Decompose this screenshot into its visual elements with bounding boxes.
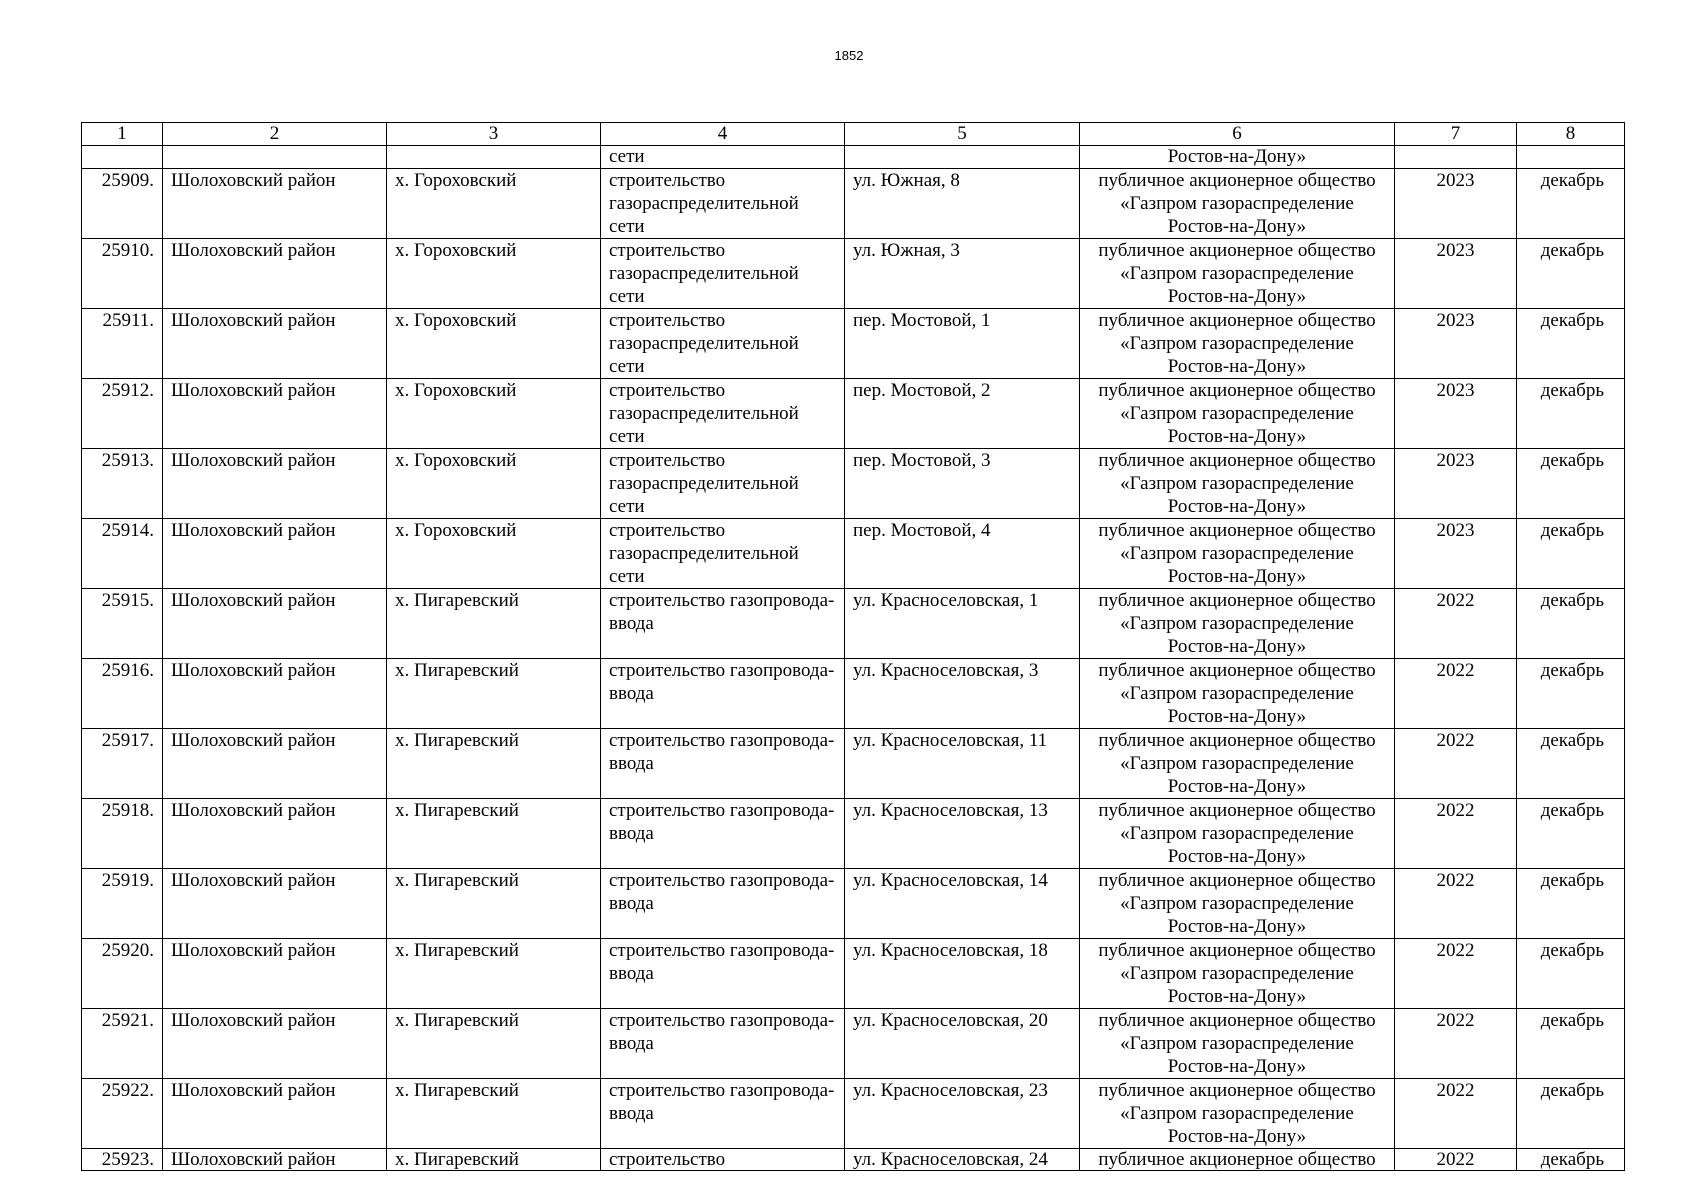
- cell-year: 2023: [1395, 379, 1517, 449]
- cell-org: публичное акционерное общество: [1080, 1149, 1395, 1171]
- register-table: [81, 122, 1625, 1171]
- cell-number: 25921.: [82, 1009, 163, 1079]
- cell-address: ул. Красноселовская, 18: [845, 939, 1080, 1009]
- cell-district: Шолоховский район: [163, 729, 387, 799]
- cell-number: 25915.: [82, 589, 163, 659]
- cell-month: декабрь: [1517, 589, 1625, 659]
- cell-work: строительство газораспределительной сети: [601, 519, 845, 589]
- cell-number: 25917.: [82, 729, 163, 799]
- table-row: [82, 449, 1625, 519]
- cell-district: Шолоховский район: [163, 869, 387, 939]
- cell-address: пер. Мостовой, 2: [845, 379, 1080, 449]
- table-row-last: [82, 1149, 1625, 1171]
- column-header: 7: [1395, 123, 1517, 146]
- cell-address: ул. Красноселовская, 11: [845, 729, 1080, 799]
- cell-number: 25914.: [82, 519, 163, 589]
- cell-number: 25920.: [82, 939, 163, 1009]
- cell-address: пер. Мостовой, 1: [845, 309, 1080, 379]
- table-row: [82, 379, 1625, 449]
- table-row: [82, 309, 1625, 379]
- column-header: 3: [387, 123, 601, 146]
- cell-district: Шолоховский район: [163, 1149, 387, 1171]
- cell-org: публичное акционерное общество «Газпром газораспределение Ростов-на-Дону»: [1080, 1009, 1395, 1079]
- cell-address: ул. Красноселовская, 13: [845, 799, 1080, 869]
- cell-month: декабрь: [1517, 1149, 1625, 1171]
- cell-number: 25912.: [82, 379, 163, 449]
- table-row: [82, 169, 1625, 239]
- cell-org: публичное акционерное общество «Газпром газораспределение Ростов-на-Дону»: [1080, 589, 1395, 659]
- cell-district: Шолоховский район: [163, 799, 387, 869]
- cell-year: 2023: [1395, 449, 1517, 519]
- cell-work: строительство: [601, 1149, 845, 1171]
- table-row: [82, 239, 1625, 309]
- cell-work: строительство газопровода-ввода: [601, 729, 845, 799]
- cell-month: декабрь: [1517, 379, 1625, 449]
- cell-work: строительство газопровода-ввода: [601, 1079, 845, 1149]
- cell-settlement: х. Гороховский: [387, 519, 601, 589]
- cell-org: публичное акционерное общество «Газпром газораспределение Ростов-на-Дону»: [1080, 239, 1395, 309]
- cell-number: 25911.: [82, 309, 163, 379]
- cell-org: публичное акционерное общество «Газпром газораспределение Ростов-на-Дону»: [1080, 379, 1395, 449]
- cell-month: декабрь: [1517, 519, 1625, 589]
- table-row: [82, 1079, 1625, 1149]
- cell-work: строительство газораспределительной сети: [601, 449, 845, 519]
- cell-settlement: х. Гороховский: [387, 239, 601, 309]
- cell-district: Шолоховский район: [163, 589, 387, 659]
- column-header: 6: [1080, 123, 1395, 146]
- cell-address: ул. Красноселовская, 23: [845, 1079, 1080, 1149]
- cell-work: строительство газопровода-ввода: [601, 659, 845, 729]
- table-row: [82, 729, 1625, 799]
- cell-org: публичное акционерное общество «Газпром газораспределение Ростов-на-Дону»: [1080, 799, 1395, 869]
- cell-year: 2022: [1395, 1079, 1517, 1149]
- cell-number: 25919.: [82, 869, 163, 939]
- cell-address: ул. Красноселовская, 14: [845, 869, 1080, 939]
- column-header: 4: [601, 123, 845, 146]
- cell-district: Шолоховский район: [163, 1079, 387, 1149]
- cell-work: строительство газораспределительной сети: [601, 309, 845, 379]
- cell-work: строительство газопровода-ввода: [601, 939, 845, 1009]
- cell-district: Шолоховский район: [163, 939, 387, 1009]
- cell-month: декабрь: [1517, 309, 1625, 379]
- cell-address: ул. Красноселовская, 20: [845, 1009, 1080, 1079]
- cell-month: декабрь: [1517, 659, 1625, 729]
- cell-settlement: х. Гороховский: [387, 379, 601, 449]
- cell-settlement: х. Пигаревский: [387, 799, 601, 869]
- cell-org: публичное акционерное общество «Газпром газораспределение Ростов-на-Дону»: [1080, 729, 1395, 799]
- cell-settlement: х. Пигаревский: [387, 1079, 601, 1149]
- cell-year: 2022: [1395, 659, 1517, 729]
- cell-year: 2022: [1395, 869, 1517, 939]
- table-row: [82, 939, 1625, 1009]
- table-row: [82, 869, 1625, 939]
- cell-year: 2022: [1395, 1009, 1517, 1079]
- column-header: 1: [82, 123, 163, 146]
- cell-work: строительство газораспределительной сети: [601, 239, 845, 309]
- cell-org: публичное акционерное общество «Газпром газораспределение Ростов-на-Дону»: [1080, 869, 1395, 939]
- cell-org: публичное акционерное общество «Газпром газораспределение Ростов-на-Дону»: [1080, 449, 1395, 519]
- cell-district: Шолоховский район: [163, 309, 387, 379]
- cell-org: публичное акционерное общество «Газпром газораспределение Ростов-на-Дону»: [1080, 1079, 1395, 1149]
- cell-number: 25918.: [82, 799, 163, 869]
- cell-district: Шолоховский район: [163, 169, 387, 239]
- cell-work: сети: [601, 146, 845, 169]
- cell-empty: [163, 146, 387, 169]
- cell-year: 2023: [1395, 239, 1517, 309]
- column-header: 8: [1517, 123, 1625, 146]
- cell-year: 2022: [1395, 939, 1517, 1009]
- cell-number: 25922.: [82, 1079, 163, 1149]
- cell-work: строительство газопровода-ввода: [601, 1009, 845, 1079]
- cell-settlement: х. Гороховский: [387, 449, 601, 519]
- table-row: [82, 799, 1625, 869]
- cell-address: ул. Южная, 3: [845, 239, 1080, 309]
- cell-month: декабрь: [1517, 799, 1625, 869]
- cell-settlement: х. Пигаревский: [387, 939, 601, 1009]
- cell-district: Шолоховский район: [163, 659, 387, 729]
- cell-month: декабрь: [1517, 169, 1625, 239]
- cell-work: строительство газопровода-ввода: [601, 589, 845, 659]
- cell-month: декабрь: [1517, 449, 1625, 519]
- table-row: [82, 1009, 1625, 1079]
- table-row: [82, 659, 1625, 729]
- cell-empty: [387, 146, 601, 169]
- cell-empty: [845, 146, 1080, 169]
- cell-year: 2023: [1395, 519, 1517, 589]
- table-row: [82, 589, 1625, 659]
- cell-work: строительство газопровода-ввода: [601, 799, 845, 869]
- cell-number: 25913.: [82, 449, 163, 519]
- cell-month: декабрь: [1517, 869, 1625, 939]
- cell-number: 25916.: [82, 659, 163, 729]
- column-header: 5: [845, 123, 1080, 146]
- cell-empty: [82, 146, 163, 169]
- cell-district: Шолоховский район: [163, 1009, 387, 1079]
- table-row: [82, 519, 1625, 589]
- cell-org: публичное акционерное общество «Газпром газораспределение Ростов-на-Дону»: [1080, 939, 1395, 1009]
- cell-org: публичное акционерное общество «Газпром газораспределение Ростов-на-Дону»: [1080, 519, 1395, 589]
- cell-year: 2023: [1395, 309, 1517, 379]
- cell-number: 25923.: [82, 1149, 163, 1171]
- cell-month: декабрь: [1517, 1009, 1625, 1079]
- cell-address: ул. Красноселовская, 3: [845, 659, 1080, 729]
- cell-district: Шолоховский район: [163, 379, 387, 449]
- cell-address: пер. Мостовой, 4: [845, 519, 1080, 589]
- cell-district: Шолоховский район: [163, 449, 387, 519]
- cell-address: пер. Мостовой, 3: [845, 449, 1080, 519]
- cell-org: публичное акционерное общество «Газпром газораспределение Ростов-на-Дону»: [1080, 169, 1395, 239]
- cell-month: декабрь: [1517, 1079, 1625, 1149]
- cell-year: 2023: [1395, 169, 1517, 239]
- column-header: 2: [163, 123, 387, 146]
- cell-number: 25909.: [82, 169, 163, 239]
- cell-work: строительство газораспределительной сети: [601, 379, 845, 449]
- cell-empty: [1517, 146, 1625, 169]
- cell-work: строительство газораспределительной сети: [601, 169, 845, 239]
- cell-org: публичное акционерное общество «Газпром газораспределение Ростов-на-Дону»: [1080, 659, 1395, 729]
- column-number-row: [82, 123, 1625, 146]
- cell-number: 25910.: [82, 239, 163, 309]
- cell-year: 2022: [1395, 729, 1517, 799]
- cell-year: 2022: [1395, 1149, 1517, 1171]
- cell-year: 2022: [1395, 589, 1517, 659]
- cell-address: ул. Южная, 8: [845, 169, 1080, 239]
- cell-settlement: х. Пигаревский: [387, 589, 601, 659]
- cell-org: публичное акционерное общество «Газпром газораспределение Ростов-на-Дону»: [1080, 309, 1395, 379]
- cell-work: строительство газопровода-ввода: [601, 869, 845, 939]
- continuation-row: [82, 146, 1625, 169]
- cell-address: ул. Красноселовская, 1: [845, 589, 1080, 659]
- cell-settlement: х. Пигаревский: [387, 869, 601, 939]
- cell-settlement: х. Пигаревский: [387, 1009, 601, 1079]
- cell-month: декабрь: [1517, 239, 1625, 309]
- cell-address: ул. Красноселовская, 24: [845, 1149, 1080, 1171]
- cell-district: Шолоховский район: [163, 239, 387, 309]
- cell-empty: [1395, 146, 1517, 169]
- cell-month: декабрь: [1517, 729, 1625, 799]
- cell-district: Шолоховский район: [163, 519, 387, 589]
- cell-settlement: х. Пигаревский: [387, 729, 601, 799]
- cell-settlement: х. Пигаревский: [387, 659, 601, 729]
- page-number: 1852: [834, 48, 864, 63]
- cell-org: Ростов-на-Дону»: [1080, 146, 1395, 169]
- cell-year: 2022: [1395, 799, 1517, 869]
- cell-settlement: х. Гороховский: [387, 309, 601, 379]
- cell-settlement: х. Гороховский: [387, 169, 601, 239]
- cell-settlement: х. Пигаревский: [387, 1149, 601, 1171]
- cell-month: декабрь: [1517, 939, 1625, 1009]
